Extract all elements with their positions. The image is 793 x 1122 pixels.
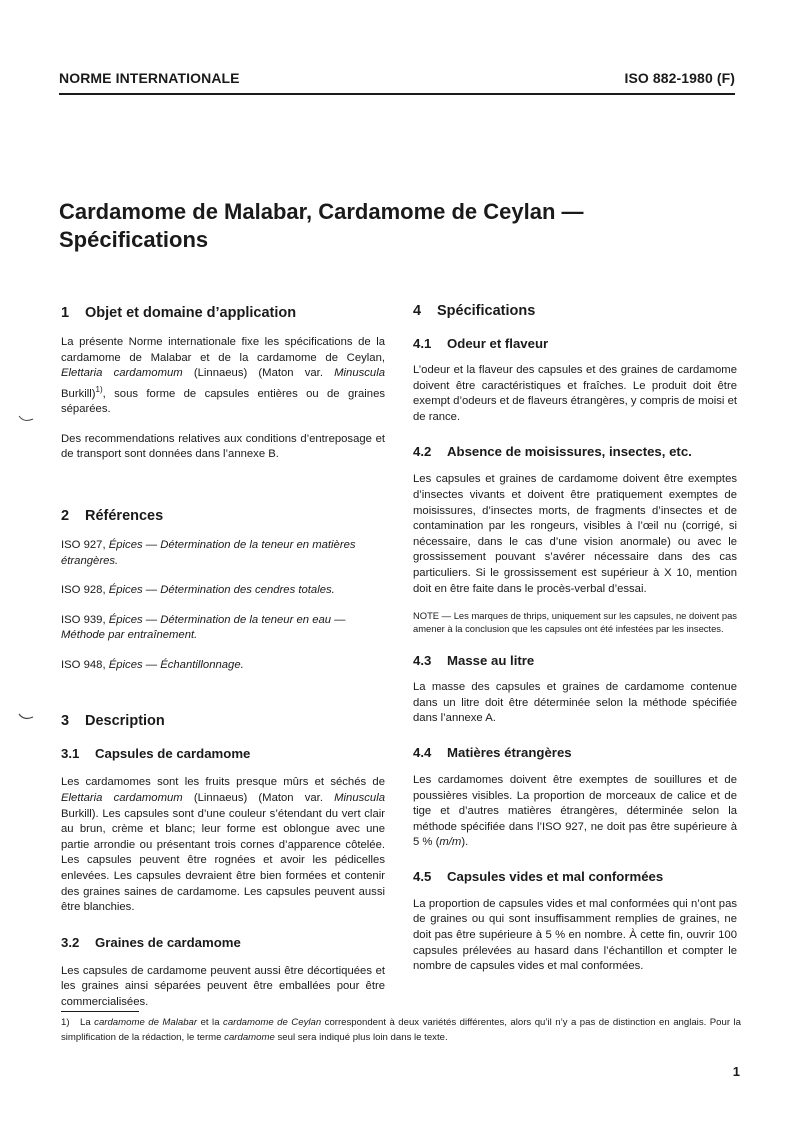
section-4-3-paragraph: La masse des capsules et graines de cardamome contenue dans un litre doit être déterminée selon la méthode spécifiée dans l’annexe A. [413,681,737,725]
section-1-paragraph-1: La présente Norme internationale fixe les spécifications de la cardamome de Malabar et de la cardamome de Ceylan, Elettaria cardamomum (Linnaeus) (Maton var. Minuscula Burkill)$^{1)}$, sous forme de capsules entières ou de graines séparées. [61,336,385,416]
footnote: 1) La cardamome de Malabar et la cardamome de Ceylan correspondent à deux variétés différentes, alors qu’il n’y a pas de distinction en anglais. Pour la simplification de la rédaction, le terme cardamome seul sera indiqué plus loin dans le texte. [61,1017,741,1043]
section-title: Absence de moisissures, insectes, etc. [447,444,692,460]
section-4-2-note: NOTE — Les marques de thrips, uniquement sur les capsules, ne doivent pas amener à la conclusion que les capsules ont été infestées par les insectes. [413,610,737,635]
reference-iso-948: ISO 948, Épices — Échantillonnage. [61,658,244,671]
section-4-3-heading [413,653,737,668]
header-standard-number: ISO 882-1980 (F) [624,70,735,86]
section-title: Objet et domaine d’application [85,305,297,321]
reference-iso-928: ISO 928, Épices — Détermination des cendres totales. [61,584,335,597]
section-title: Capsules de cardamome [95,746,251,762]
section-3-1-heading [61,746,385,761]
section-title: Graines de cardamome [95,934,241,950]
section-title: Références [85,507,164,524]
section-number: 1 [61,305,70,321]
section-2-heading [61,508,385,524]
section-number: 4.4 [413,744,432,760]
page-number: 1 [732,1064,740,1079]
reference-iso-927: ISO 927, Épices — Détermination de la teneur en matières étrangères. [61,538,356,567]
margin-mark-icon [18,414,34,424]
header-rule [59,93,735,95]
section-4-2-paragraph: Les capsules et graines de cardamome doivent être exemptes d’insectes vivants et doivent être pratiquement exemptes de moisissures, d’insectes morts, de fragments d’insectes et de contamination par les rongeurs, visibles à l’œil nu (corrigé, si nécessaire, dans le cas d’une vision anormale) ou avec le grossissement pouvant s’avérer nécessaire dans des cas particuliers. Si le grossissement est supérieur à X 10, mention doit en être faite dans le procès-verbal d’essai. [413,473,737,595]
section-4-heading [413,303,737,319]
section-3-heading [61,713,385,729]
section-number: 4.1 [413,336,432,351]
margin-mark-icon [18,712,34,722]
section-number: 3 [61,713,70,730]
section-4-5-paragraph: La proportion de capsules vides et mal conformées qui n’ont pas de graines ou qui sont insuffisamment remplies de graines, ne doit pas être supérieure à 5 % en nombre. À cette fin, ouvrir 100 capsules prélevées au hasard dans l’échantillon et compter le nombre de capsules vides et mal conformées. [413,897,737,973]
section-4-1-paragraph: L’odeur et la flaveur des capsules et des graines de cardamome doivent être caractéristiques et fraîches. Le produit doit être exempt d’odeurs et de flaveurs étrangères, y compris de moisi et de rance. [413,364,737,423]
footnote-marker: 1) [61,1017,70,1028]
section-title: Matières étrangères [447,744,572,760]
section-number: 4.5 [413,868,432,884]
section-title: Masse au litre [447,653,535,669]
section-number: 3.1 [61,746,80,762]
footnote-rule [61,1011,139,1012]
section-4-5-heading [413,869,737,884]
left-column [61,300,385,1011]
section-number: 3.2 [61,934,80,950]
section-title: Spécifications [437,303,536,319]
section-4-1-heading [413,336,737,351]
section-3 [61,713,385,1010]
reference-iso-939: ISO 939, Épices — Détermination de la teneur en eau — Méthode par entraînement. [61,613,346,642]
section-title: Description [85,713,165,730]
section-1-paragraph-2: Des recommendations relatives aux conditions d’entreposage et de transport sont données dans l’annexe B. [61,432,385,461]
section-number: 4.3 [413,653,432,669]
section-title: Odeur et flaveur [447,336,549,351]
title-line-2: Spécifications [59,227,209,252]
section-1 [61,305,385,463]
header-standard-type: NORME INTERNATIONALE [59,70,240,86]
section-2 [61,508,385,674]
section-number: 4.2 [413,444,432,460]
section-number: 2 [61,507,70,524]
section-3-2-heading [61,935,385,950]
section-4-2-heading [413,444,737,459]
section-4-4-heading [413,745,737,760]
section-title: Capsules vides et mal conformées [447,868,664,884]
section-number: 4 [413,303,422,319]
section-4 [413,303,737,975]
section-4-4-paragraph: Les cardamomes doivent être exemptes de souillures et de poussières visibles. La proportion de morceaux de calice et de tige et d’autres matières étrangères, déterminée selon la méthode spécifiée dans l’ISO 927, ne doit pas être supérieure à 5 % (m/m). [413,773,737,849]
right-column [413,300,737,975]
document-title [59,198,739,254]
section-3-2-paragraph: Les capsules de cardamome peuvent aussi être décortiquées et les graines ainsi séparées peuvent être emballées pour être commercialisées. [61,964,385,1009]
page-header [59,70,735,92]
section-1-heading [61,305,385,321]
title-line-1: Cardamome de Malabar, Cardamome de Ceylan — [59,199,584,224]
section-3-1-paragraph: Les cardamomes sont les fruits presque mûrs et séchés de Elettaria cardamomum (Linnaeus) (Maton var. Minuscula Burkill). Les capsules sont d’une couleur s’étendant du vert clair au brun, crème et blanc; leur forme est oblongue avec une partie arrondie ou présentant trois cornes d’apparence côtelée. Les capsules peuvent être rognées et avoir les pédicelles enlevées. Les capsules devraient être bien formées et contenir des graines saines de cardamome. Les capsules peuvent aussi être blanchies. [61,776,385,914]
